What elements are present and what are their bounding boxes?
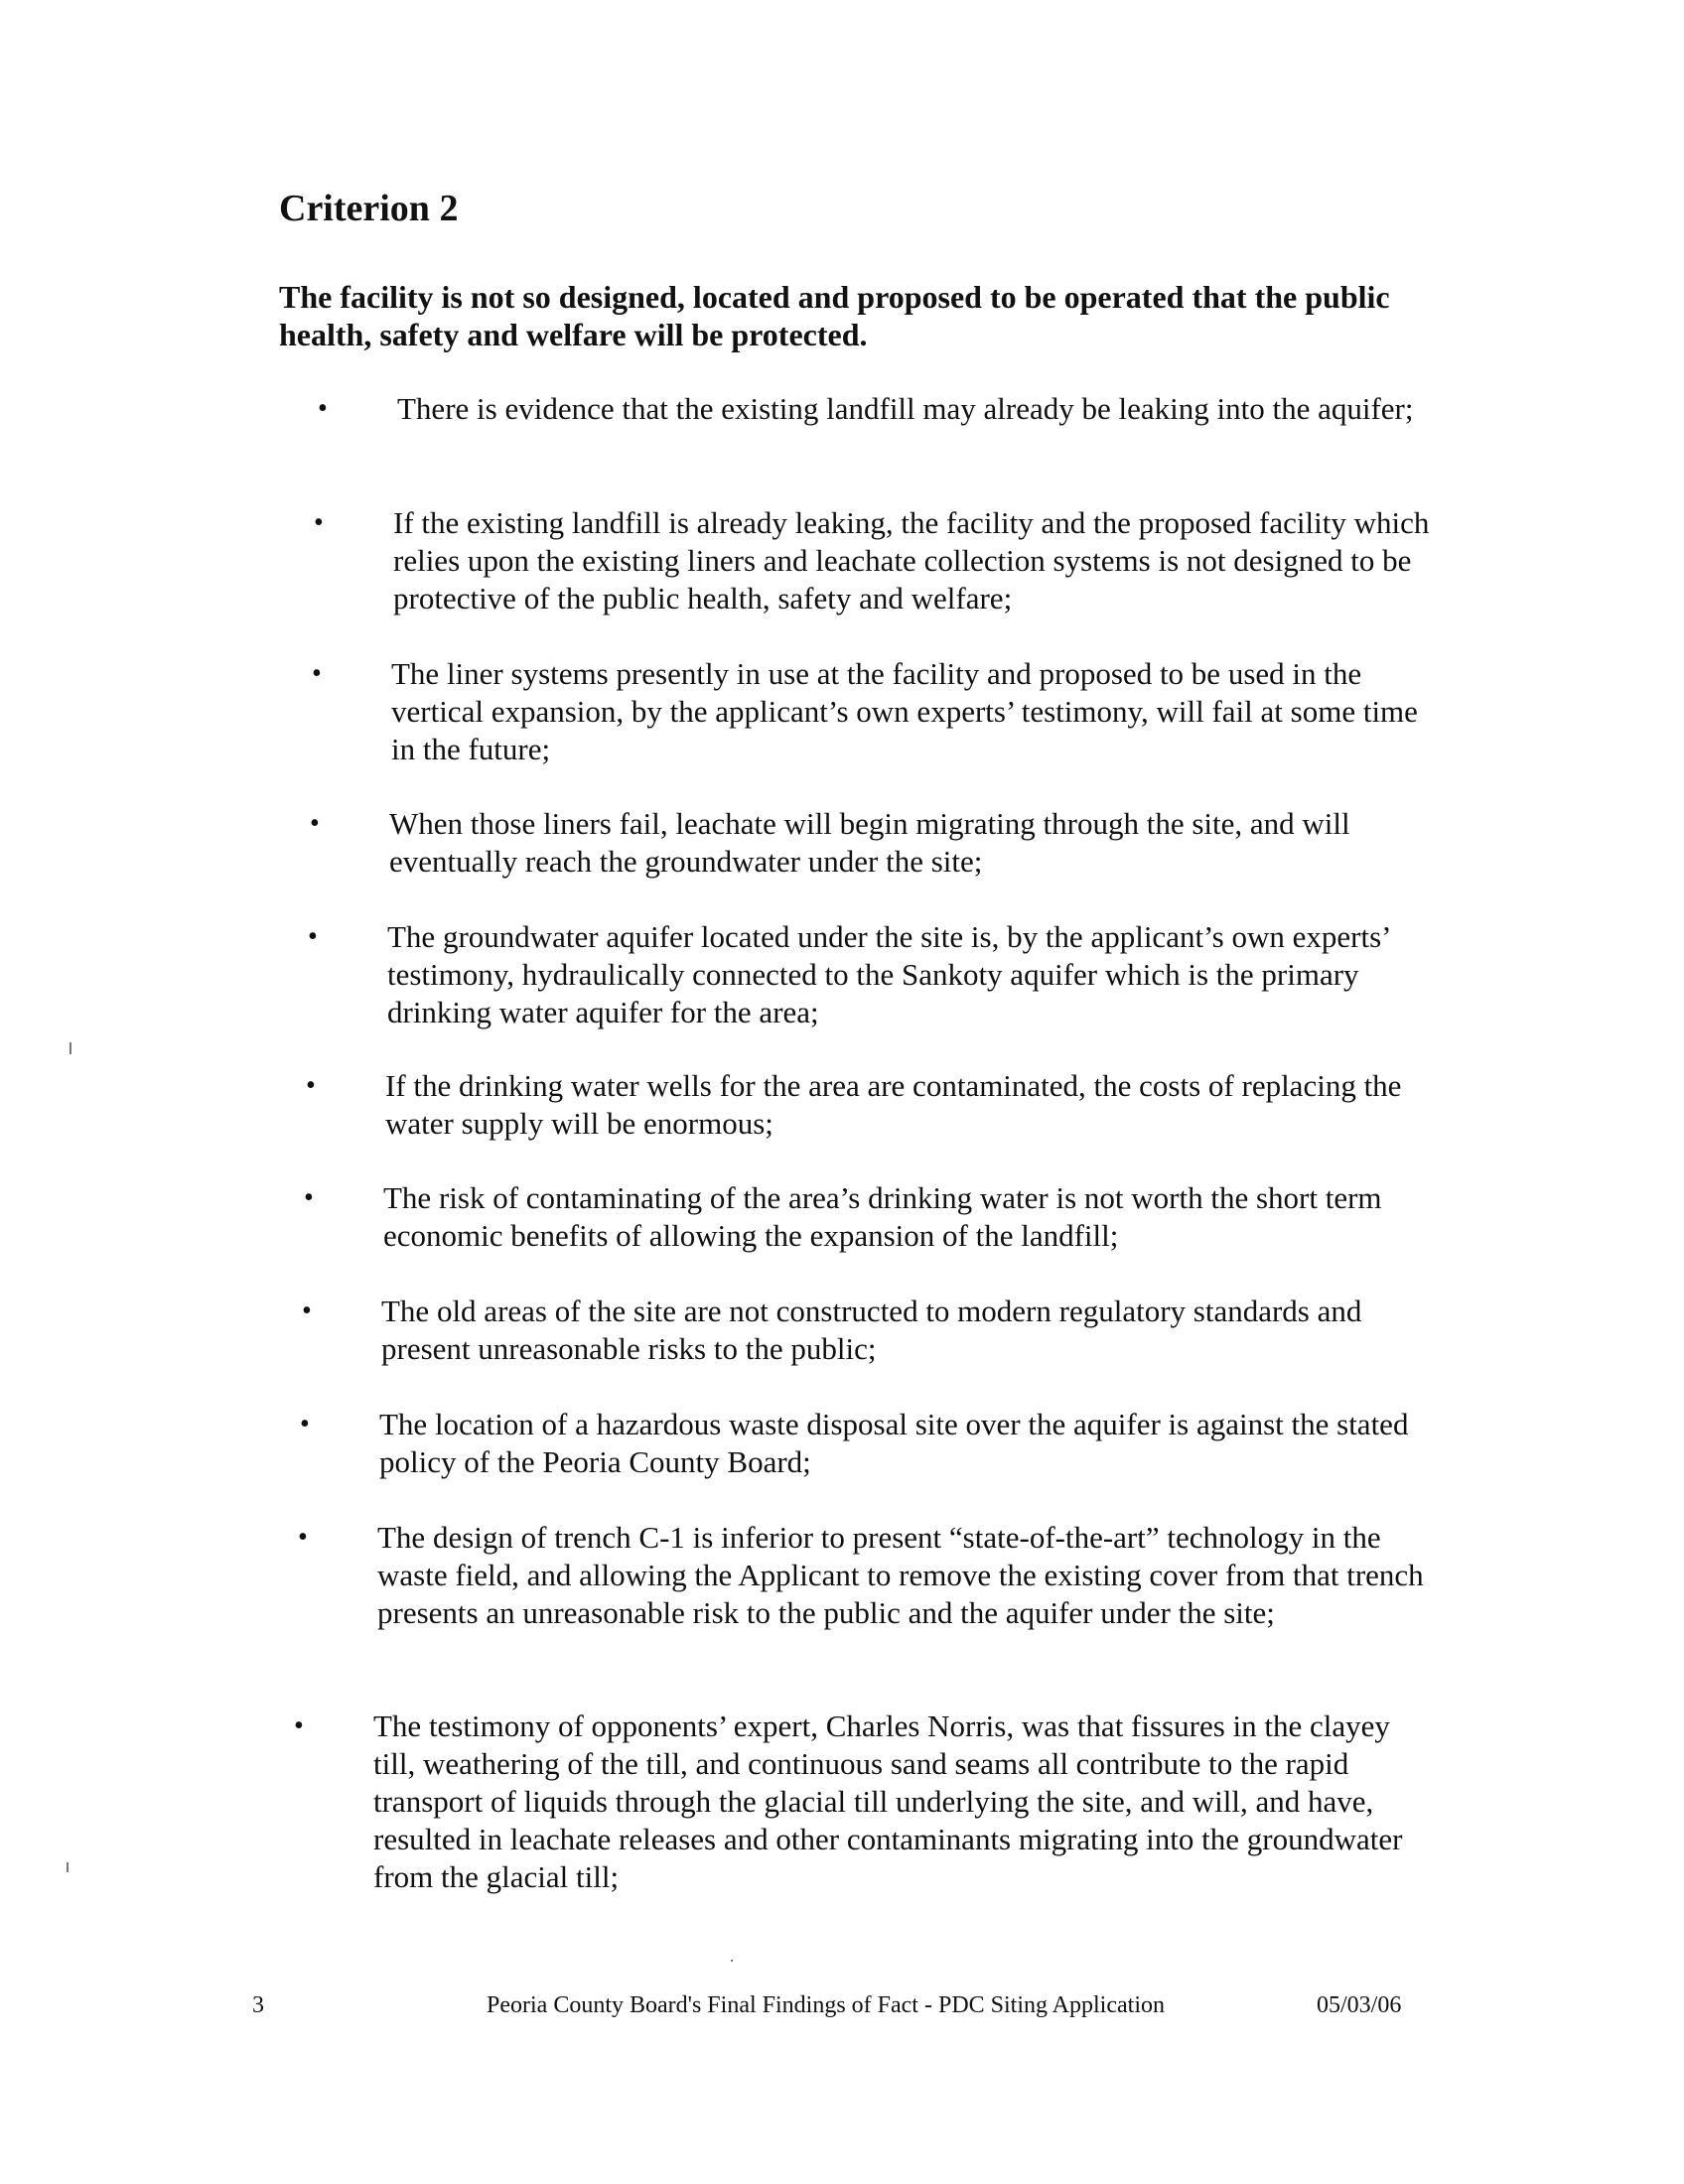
list-item [302, 1293, 1434, 1368]
list-item [294, 1707, 1426, 1896]
list-item [298, 1519, 1430, 1632]
footer-page-number: 3 [252, 1992, 264, 2018]
criterion-heading: Criterion 2 [279, 188, 459, 229]
criterion-statement: The facility is not so designed, located and proposed to be operated that the public health, safety and welfare will be protected. [279, 279, 1390, 352]
list-item [318, 390, 1450, 428]
bullet-icon: • [308, 921, 318, 952]
list-item [312, 655, 1444, 768]
list-item-text: There is evidence that the existing landfill may already be leaking into the aquifer; [397, 391, 1414, 426]
list-item-text: The testimony of opponents’ expert, Charles Norris, was that fissures in the clayey till, weathering of the till, and continuous sand seams all contribute to the rapid transport of liquids through the glacial till underlying the site, and will, and have, resulted in leachate releases and other contaminants migrating into the groundwater from the glacial till; [373, 1708, 1403, 1894]
list-item-text: The location of a hazardous waste disposal site over the aquifer is against the stated policy of the Peoria County Board; [379, 1407, 1409, 1479]
list-item-text: If the drinking water wells for the area are contaminated, the costs of replacing the water supply will be enormous; [385, 1068, 1402, 1141]
bullet-icon: • [306, 1070, 316, 1101]
list-item [306, 1067, 1438, 1143]
list-item [304, 1179, 1436, 1255]
scan-artifact [67, 1862, 69, 1872]
bullet-icon: • [310, 808, 320, 839]
bullet-icon: • [314, 507, 324, 538]
bullet-icon: • [304, 1182, 314, 1213]
list-item [300, 1406, 1432, 1481]
list-item [314, 504, 1446, 617]
bullet-icon: • [312, 658, 322, 689]
list-item-text: The liner systems presently in use at the facility and proposed to be used in the vertical expansion, by the applicant’s own experts’ testimony, will fail at some time in the future; [391, 656, 1418, 766]
scan-artifact [731, 1960, 733, 1962]
list-item-text: The old areas of the site are not constructed to modern regulatory standards and present unreasonable risks to the public; [381, 1294, 1362, 1366]
bullet-icon: • [318, 393, 328, 424]
list-item-text: The risk of contaminating of the area’s drinking water is not worth the short term economic benefits of allowing the expansion of the landfill; [383, 1180, 1382, 1253]
bullet-icon: • [302, 1296, 312, 1326]
list-item [310, 805, 1442, 881]
list-item-text: When those liners fail, leachate will begin migrating through the site, and will eventually reach the groundwater under the site; [389, 806, 1350, 879]
list-item-text: The design of trench C-1 is inferior to present “state-of-the-art” technology in the waste field, and allowing the Applicant to remove the existing cover from that trench presents an unreasonable risk to the public and the aquifer under the site; [377, 1520, 1424, 1630]
list-item-text: The groundwater aquifer located under the site is, by the applicant’s own experts’ testimony, hydraulically connected to the Sankoty aquifer which is the primary drinking water aquifer for the area; [387, 919, 1390, 1029]
bullet-icon: • [300, 1409, 310, 1439]
footer-title: Peoria County Board's Final Findings of Fact - PDC Siting Application [487, 1992, 1165, 2018]
scan-artifact [70, 1042, 71, 1054]
footer-date: 05/03/06 [1317, 1992, 1402, 2018]
list-item-text: If the existing landfill is already leaking, the facility and the proposed facility which relies upon the existing liners and leachate collection systems is not designed to be protective of the public health, safety and welfare; [393, 505, 1430, 615]
bullet-icon: • [294, 1710, 304, 1741]
list-item [308, 918, 1440, 1031]
bullet-icon: • [298, 1522, 308, 1553]
